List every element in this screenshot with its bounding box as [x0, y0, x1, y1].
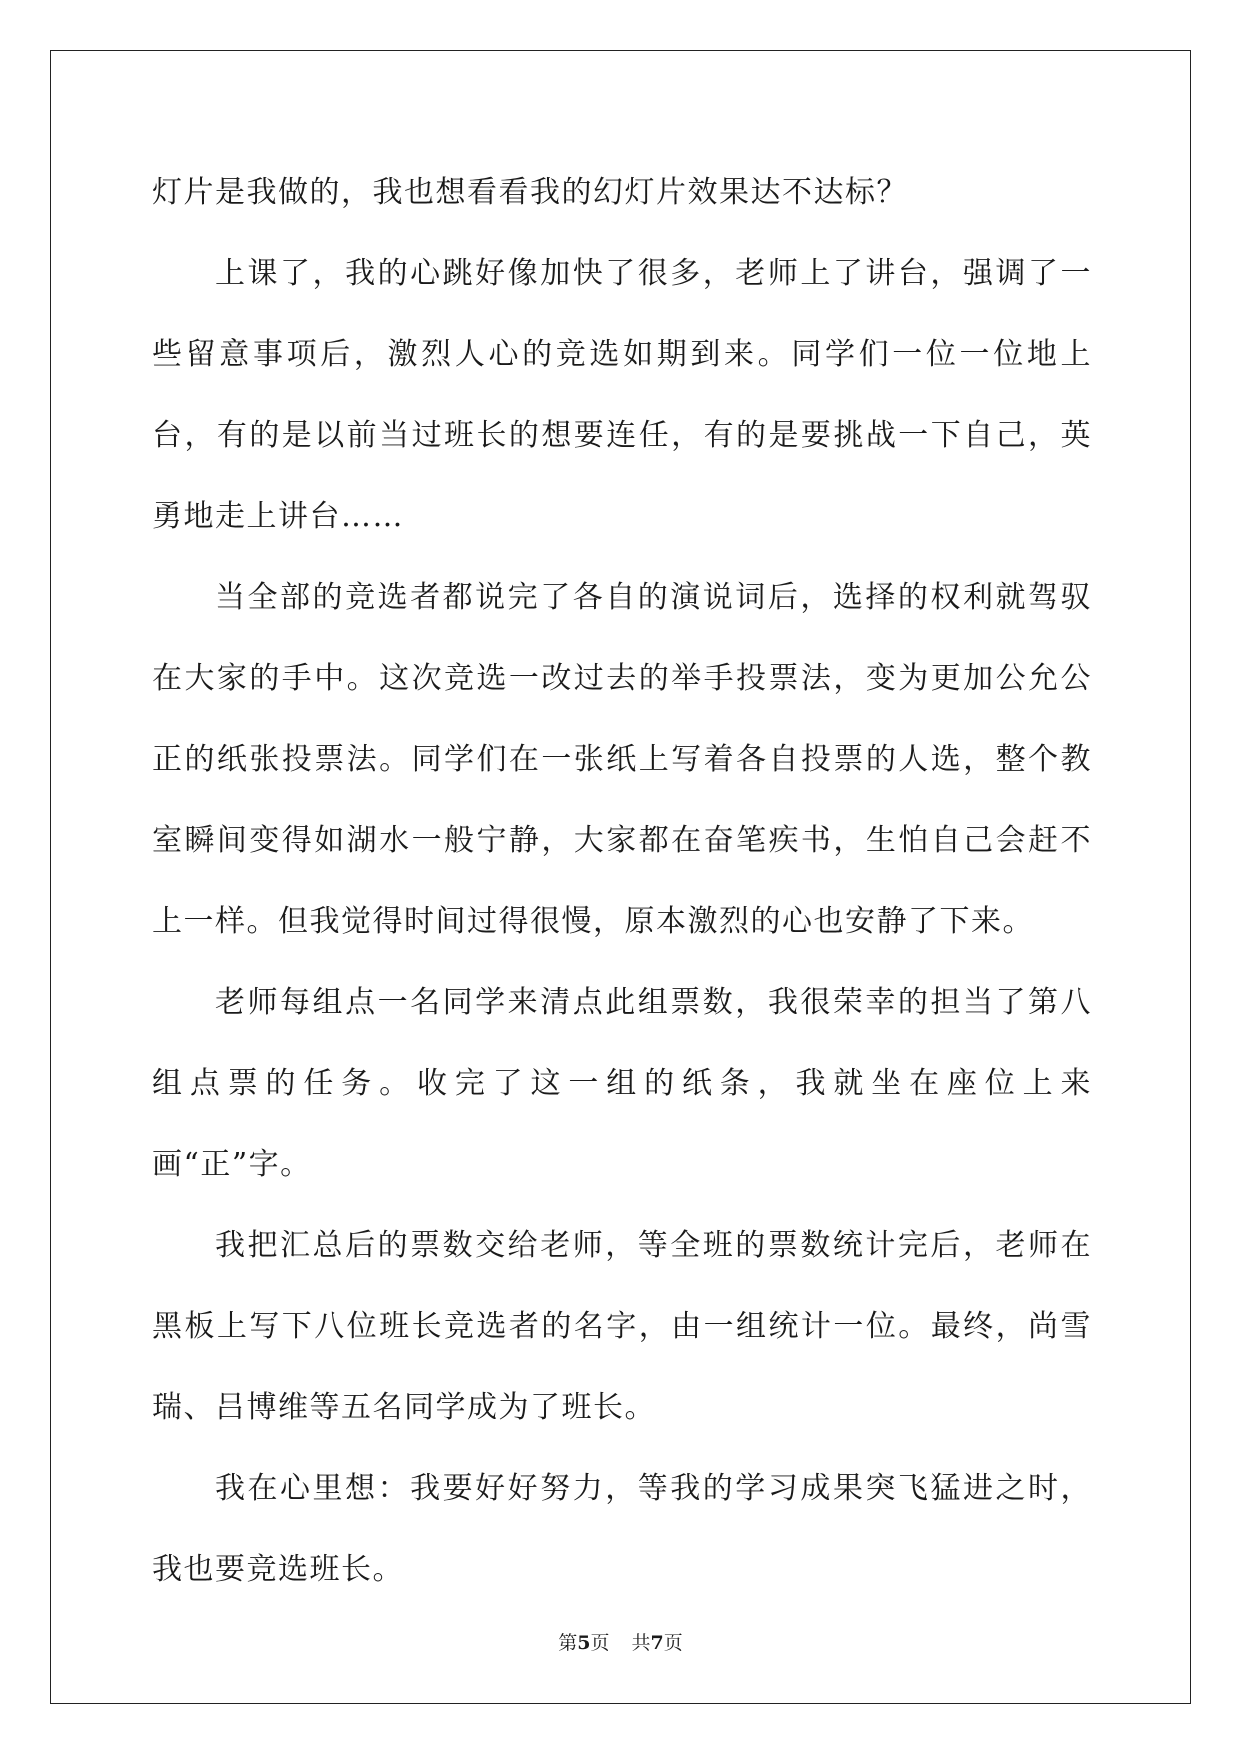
page-suffix: 页 [590, 1632, 610, 1654]
paragraph-5: 我把汇总后的票数交给老师，等全班的票数统计完后，老师在黑板上写下八位班长竞选者的名字，由一组统计一位。最终，尚雪瑞、吕博维等五名同学成为了班长。 [152, 1228, 1092, 1425]
paragraph-2: 上课了，我的心跳好像加快了很多，老师上了讲台，强调了一些留意事项后，激烈人心的竞选如期到来。同学们一位一位地上台，有的是以前当过班长的想要连任，有的是要挑战一下自己，英勇地走上讲台…… [152, 256, 1092, 534]
page-footer [0, 1628, 1241, 1655]
paragraph-3: 当全部的竞选者都说完了各自的演说词后，选择的权利就驾驭在大家的手中。这次竞选一改过去的举手投票法，变为更加公允公正的纸张投票法。同学们在一张纸上写着各自投票的人选，整个教室瞬间变得如湖水一般宁静，大家都在奋笔疾书，生怕自己会赶不上一样。但我觉得时间过得很慢，原本激烈的心也安静了下来。 [152, 580, 1092, 939]
current-page-number: 5 [577, 1632, 591, 1654]
page-prefix: 第 [558, 1632, 578, 1654]
paragraph-1: 灯片是我做的，我也想看看我的幻灯片效果达不达标？ [152, 175, 908, 210]
paragraph-4: 老师每组点一名同学来清点此组票数，我很荣幸的担当了第八组点票的任务。收完了这一组的纸条，我就坐在座位上来画“正”字。 [152, 985, 1092, 1182]
document-body [152, 152, 1092, 1610]
paragraph-6: 我在心里想：我要好好努力，等我的学习成果突飞猛进之时，我也要竞选班长。 [152, 1471, 1092, 1587]
total-prefix: 共 [631, 1632, 651, 1654]
total-page-count: 7 [650, 1632, 664, 1654]
total-suffix: 页 [663, 1632, 683, 1654]
